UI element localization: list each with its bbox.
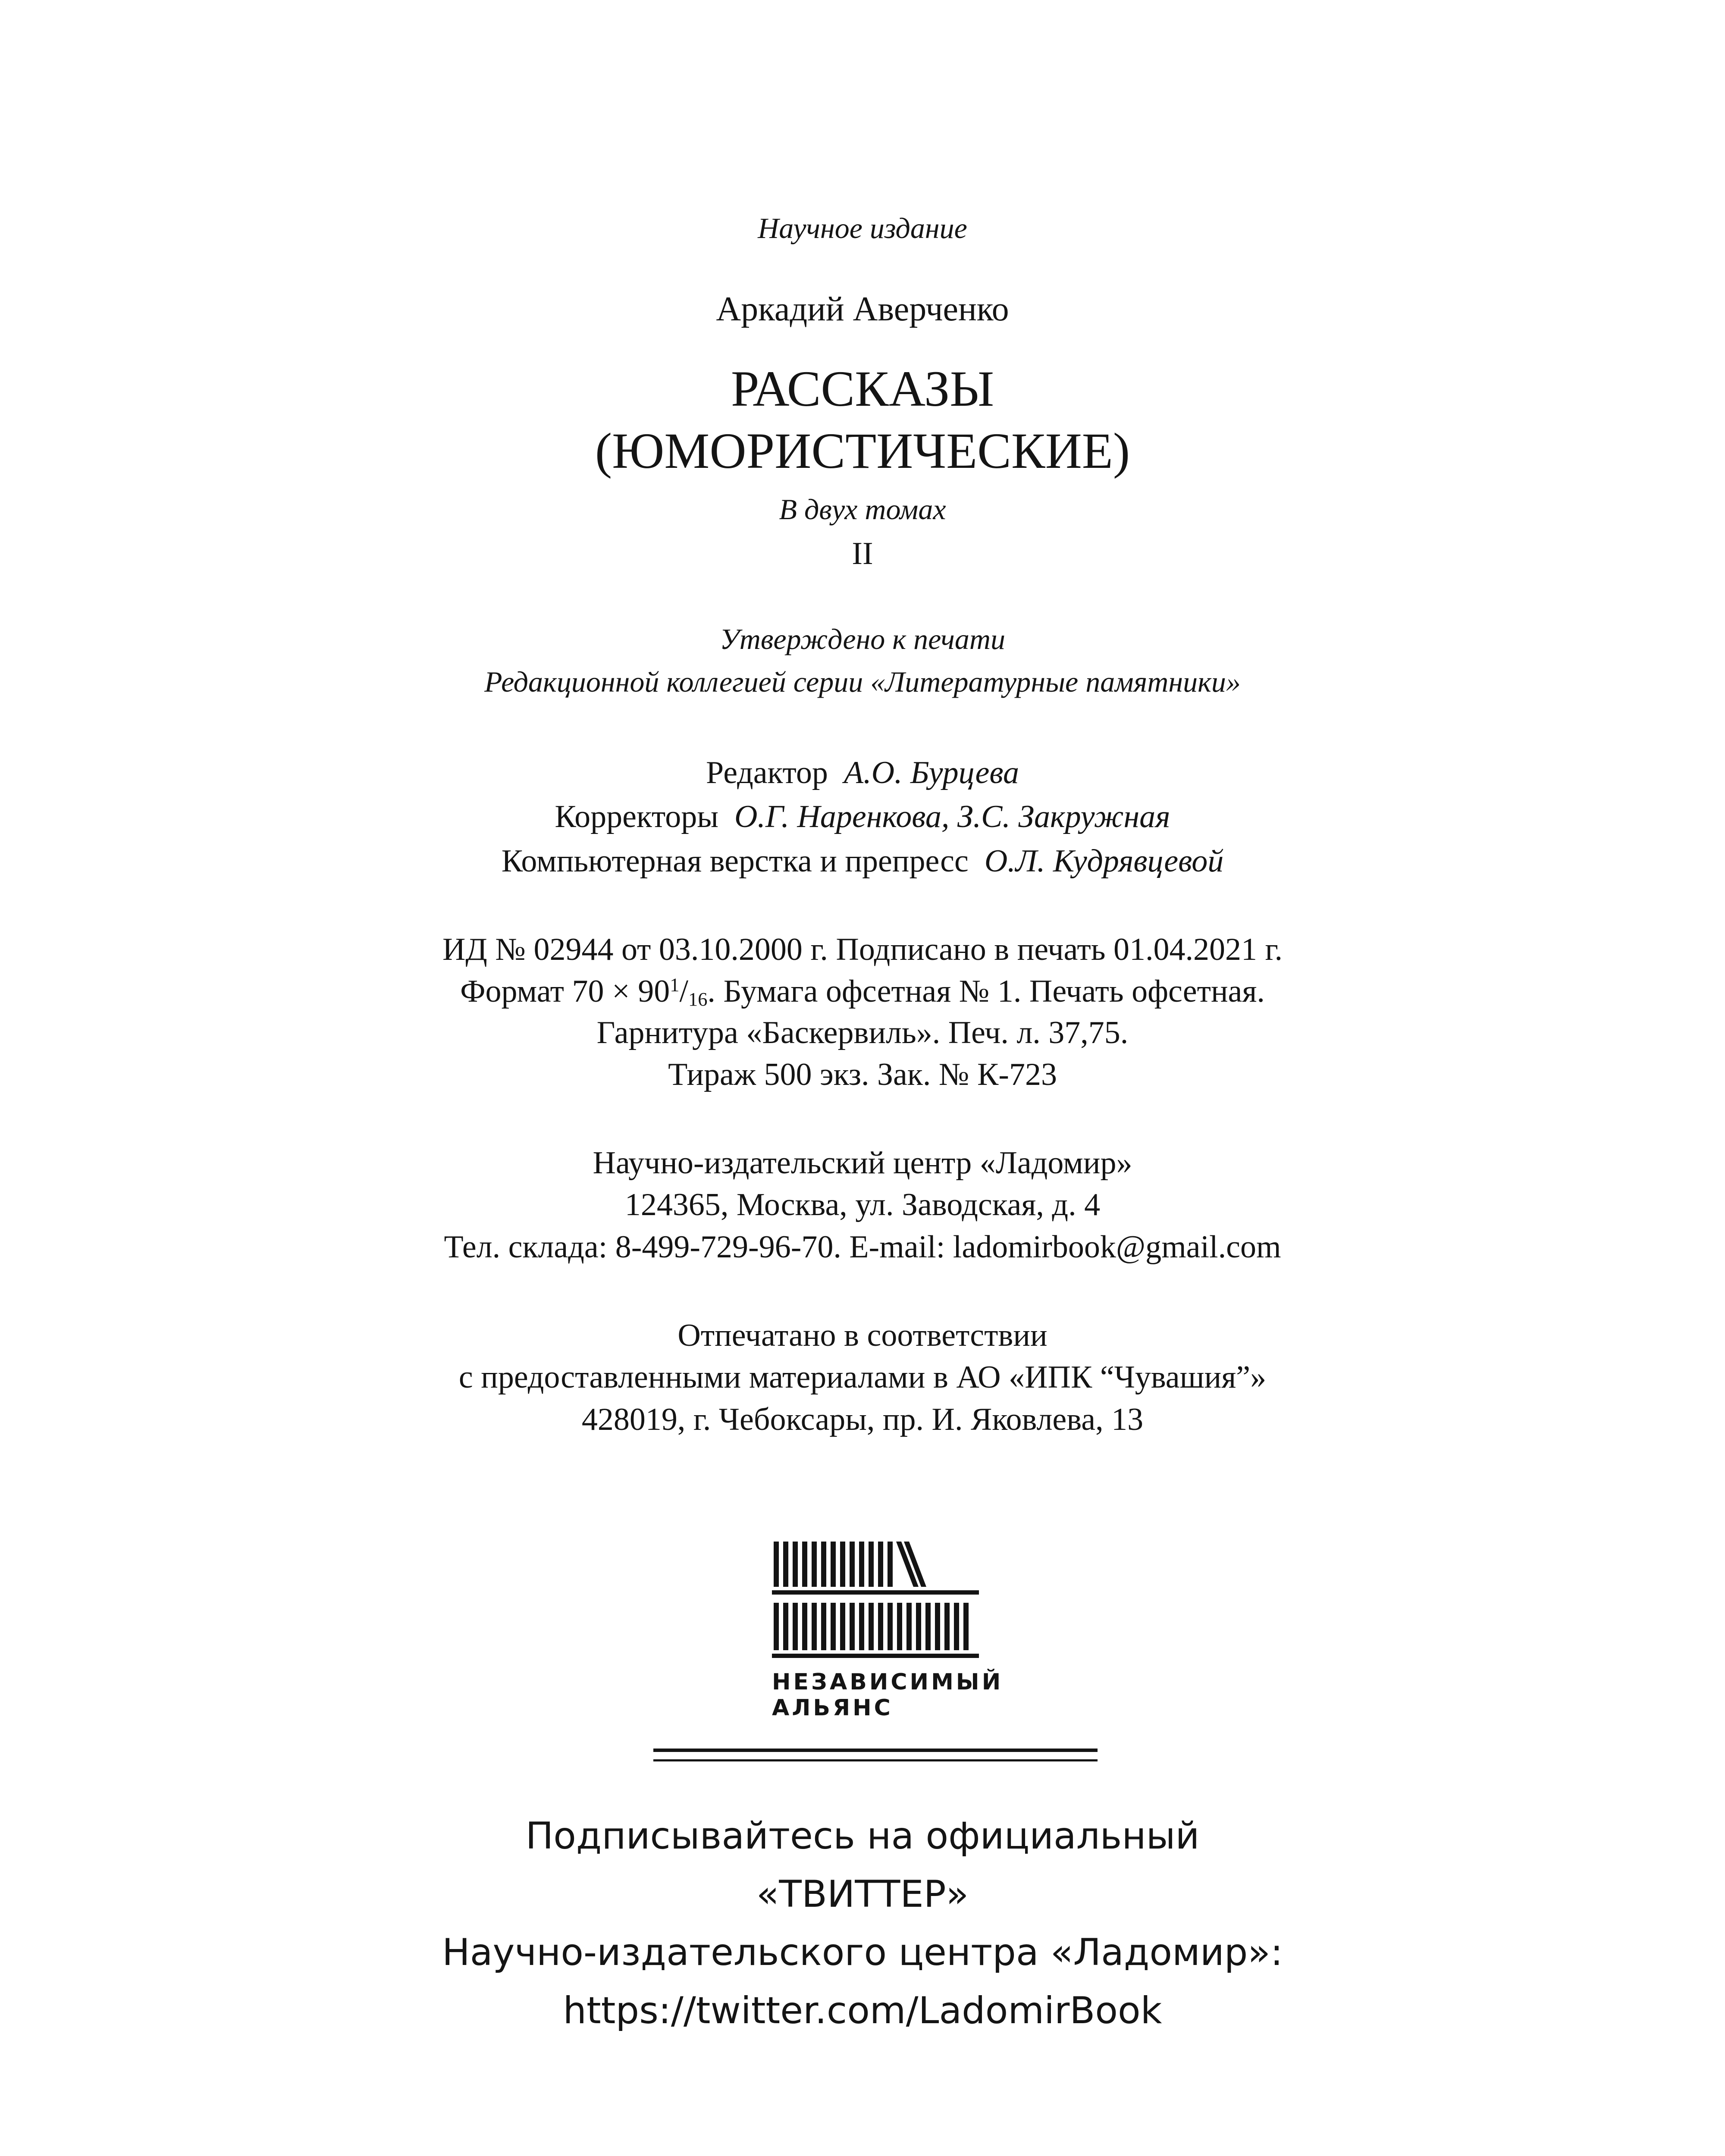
format-slash: / [679,974,688,1009]
format-prefix: Формат 70 × 90 [460,974,670,1009]
print-info-format-line [0,974,1725,1010]
volume-number: II [852,536,873,571]
printer-line-1: Отпечатано в соответствии [677,1318,1048,1353]
logo-text-line-2: АЛЬЯНС [772,1695,893,1721]
printer-line-2: с предоставленными материалами в АО «ИПК “Чувашия”» [458,1360,1267,1395]
independent-alliance-logo [772,1537,1004,1727]
layout-name: О.Л. Кудрявцевой [984,843,1224,879]
twitter-link[interactable]: https://twitter.com/LadomirBook [563,1989,1162,2032]
layout-label: Компьютерная верстка и препресс [501,843,969,879]
format-numerator: 1 [670,974,680,996]
promo-line-3: Научно-издательского центра «Ладомир»: [442,1931,1283,1974]
title-line-1: РАССКАЗЫ [731,360,994,417]
editor-credit [0,757,1725,789]
publisher-name: Научно-издательский центр «Ладомир» [593,1145,1132,1181]
edition-type: Научное издание [758,212,967,244]
bookshelf-logo-icon [772,1537,979,1662]
format-denominator: 16 [688,988,708,1010]
correctors-names: О.Г. Наренкова, З.С. Закружная [734,799,1170,834]
promo-line-2: «ТВИТТЕР» [756,1873,969,1916]
divider-rule-top [653,1749,1098,1752]
print-info-line-3: Гарнитура «Баскервиль». Печ. л. 37,75. [596,1015,1129,1050]
logo-text-line-1: НЕЗАВИСИМЫЙ [772,1669,1004,1695]
editor-name: А.О. Бурцева [844,755,1019,790]
printer-line-3: 428019, г. Чебоксары, пр. И. Яковлева, 13 [581,1402,1144,1437]
format-suffix: . Бумага офсетная № 1. Печать офсетная. [707,974,1265,1009]
print-info-line-1: ИД № 02944 от 03.10.2000 г. Подписано в печать 01.04.2021 г. [442,932,1283,967]
print-info-line-4: Тираж 500 экз. Зак. № К-723 [668,1057,1057,1092]
correctors-label: Корректоры [555,799,718,834]
author-name: Аркадий Аверченко [716,290,1009,328]
layout-credit [0,845,1725,877]
approval-line-2: Редакционной коллегией серии «Литературные памятники» [484,665,1241,698]
promo-line-1: Подписывайтесь на официальный [525,1814,1200,1858]
editor-label: Редактор [706,755,828,790]
publisher-address: 124365, Москва, ул. Заводская, д. 4 [624,1187,1101,1222]
correctors-credit [0,801,1725,833]
approval-line-1: Утверждено к печати [720,623,1005,655]
divider-rule-bottom [653,1759,1098,1761]
publisher-contacts: Тел. склада: 8-499-729-96-70. E-mail: ladomirbook@gmail.com [444,1229,1281,1265]
volumes-note: В двух томах [779,493,946,526]
title-line-2: (ЮМОРИСТИЧЕСКИЕ) [595,423,1130,479]
